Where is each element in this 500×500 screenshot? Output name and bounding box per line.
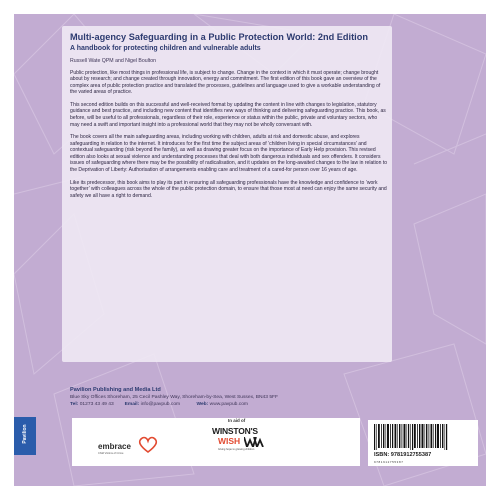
in-aid-of-label: In aid of	[228, 418, 246, 423]
ww-mark-icon	[244, 437, 264, 447]
tel-label: Tel:	[70, 401, 79, 407]
winstons-wish-logo	[212, 426, 282, 462]
email-value: info@pavpub.com	[140, 401, 181, 407]
web-value: www.pavpub.com	[209, 401, 248, 407]
description-paragraph: This second edition builds on this successful and well-received format by updating the content in line with changes to legislation, statutory guidance and best practice, and including new content that identifies new ways of thinking and delivering safeguarding practice. This book, as before, will be useful to all professionals, regardless of their role, experience or status within the public, private and voluntary sectors, who may need a swift and important insight into a professional world that they may not be wholly conversant with.	[70, 101, 386, 128]
web-label: Web:	[196, 401, 209, 407]
publisher-name: Pavilion Publishing and Media Ltd	[70, 387, 161, 393]
description-paragraph: The book covers all the main safeguarding areas, including working with children, adults at risk and domestic abuse, and explores safeguarding in relation to the internet. It introduces for the first time the subject areas of ‘children living in special circumstances’ and contextual safeguarding (risk beyond the family), as well as drawing greater focus on the importance of Early Help provision. This revised edition also looks at sexual violence and understanding processes that deal with both dangerous individuals and sex offenders. It considers issues of safeguarding where there may be the possibility of radicalisation, and it updates on the long-awaited changes to the law in relation to the Deprivation of Liberty: Authorisation of arrangements enabling care and treatment of a cared-for person over 16 years of age.	[70, 134, 388, 173]
description-paragraph: Public protection, like most things in professional life, is subject to change. Change in the context in which it must operate; change brought about by research; and change created through innovation, energy and commitment. The first edition of this book gave an overview of the complex area of public protection practice and translated the processes, guidelines and language used to give a workable understanding of the varied areas of practice.	[70, 69, 381, 96]
publisher-info	[70, 387, 410, 408]
publisher-address: Blue Sky Offices Shoreham, 25 Cecil Pashley Way, Shoreham-by-Sea, West Sussex, BN43 5FF	[70, 395, 279, 400]
email-label: Email:	[124, 401, 140, 407]
winstons-subtitle: Giving hope to grieving children	[218, 448, 255, 451]
publisher-contacts	[70, 402, 410, 409]
embrace-logo	[98, 440, 158, 460]
book-authors: Russell Wate QPM and Nigel Boulton	[70, 57, 157, 64]
barcode-area	[368, 420, 478, 466]
description-paragraph: Like its predecessor, this book aims to play its part in ensuring all safeguarding professionals have the knowledge and confidence to ‘work together’ with colleagues across the whole of the public protection domain, to ensure that those most at need can enjoy the same security and safety we all have a right to demand.	[70, 179, 387, 199]
embrace-subtitle: Child Victims of Crime	[98, 452, 124, 455]
tel-value: 01273 43 49 43	[79, 401, 114, 407]
isbn-label: ISBN: 9781912755387	[374, 452, 432, 458]
embrace-wordmark: embrace	[98, 442, 131, 451]
description-block	[70, 32, 388, 206]
heart-icon	[138, 436, 158, 454]
book-title: Multi-agency Safeguarding in a Public Protection World: 2nd Edition	[70, 32, 368, 42]
pavilion-tab-label: Pavilion	[22, 424, 28, 444]
pavilion-tab-logo	[14, 417, 36, 455]
barcode-icon	[374, 424, 474, 450]
winstons-wordmark-top: WINSTON'S	[212, 426, 258, 436]
winstons-wordmark-bottom: WISH	[218, 436, 241, 446]
isbn-digits: 9781912755387	[374, 460, 404, 464]
book-subtitle: A handbook for protecting children and vulnerable adults	[70, 44, 261, 52]
